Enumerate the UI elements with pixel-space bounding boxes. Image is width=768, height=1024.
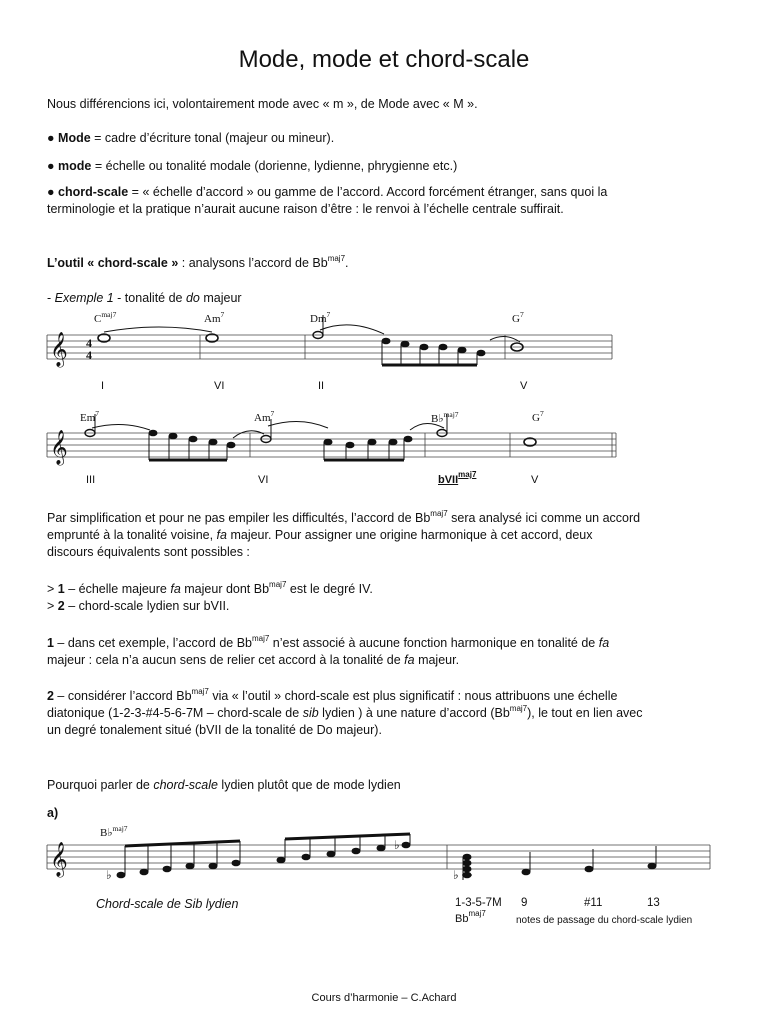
superscript: maj7 <box>468 909 486 918</box>
flat-accidental: ♭ <box>106 868 112 882</box>
chord-root: G <box>512 313 520 325</box>
superscript: maj7 <box>269 580 287 589</box>
time-signature-bottom: 4 <box>86 348 92 362</box>
text-italic: fa <box>216 528 227 542</box>
definition-text-continued: terminologie et la pratique n’aurait aucune raison d’être : le renvoi à l’échelle centrale suffirait. <box>47 202 564 216</box>
text: est le degré IV. <box>286 582 373 596</box>
superscript: maj7 <box>327 254 346 263</box>
interval-label: 9 <box>521 897 528 909</box>
chord-ext: maj7 <box>112 824 128 833</box>
roman-numeral: V <box>520 380 528 392</box>
text: Pourquoi parler de <box>47 778 154 792</box>
text: Bb <box>455 913 469 925</box>
text: sera analysé ici comme un accord <box>447 511 641 525</box>
text: – dans cet exemple, l’accord de Bb <box>53 636 252 650</box>
bvii-label: bVII <box>438 474 459 486</box>
example-suffix: majeur <box>199 291 242 305</box>
text: lydien plutôt que de mode lydien <box>217 778 401 792</box>
example-prefix: - <box>47 291 55 305</box>
point-number: 1 <box>47 636 54 650</box>
chord-ext: 7 <box>539 409 544 418</box>
scale-caption <box>96 897 238 911</box>
text: ), le tout en lien avec <box>527 706 643 720</box>
text-italic: chord-scale <box>153 778 218 792</box>
text: emprunté à la tonalité voisine, <box>47 528 217 542</box>
text: majeur : cela n’a aucun sens de relier cet accord à la tonalité de <box>47 653 405 667</box>
text: – considérer l’accord Bb <box>53 689 192 703</box>
paragraph-point-2 <box>47 688 642 739</box>
passing-notes-label: notes de passage du chord-scale lydien <box>516 915 693 926</box>
page-title: Mode, mode et chord-scale <box>238 46 530 73</box>
definition-text: = « échelle d’accord » ou gamme de l’accord. Accord forcément étranger, sans quoi la <box>128 185 608 199</box>
treble-clef-icon: 𝄞 <box>50 842 68 877</box>
text: n’est associé à aucune fonction harmonique en tonalité de <box>269 636 599 650</box>
chord-root: G <box>532 412 540 424</box>
music-staff-2 <box>0 420 768 480</box>
option-1 <box>47 581 373 598</box>
text: – chord-scale lydien sur bVII. <box>64 599 230 613</box>
roman-numeral-bvii <box>438 470 477 486</box>
definition-mode-modal: ● mode = échelle ou tonalité modale (dorienne, lydienne, phrygienne etc.) <box>47 159 458 173</box>
text: via « l’outil » chord-scale est plus significatif : nous attribuons une échelle <box>208 689 618 703</box>
tool-heading-text: : analysons l’accord de Bb <box>178 256 328 270</box>
flat-accidental: ♭ <box>394 838 400 852</box>
tool-heading-bold: L’outil « chord-scale » <box>47 256 179 270</box>
section-heading <box>47 777 401 794</box>
definition-mode-tonal: ● Mode = cadre d’écriture tonal (majeur ou mineur). <box>47 131 335 145</box>
text: majeur. Pour assigner une origine harmonique à cet accord, deux <box>226 528 593 542</box>
punct: . <box>345 256 349 270</box>
definition-text: = cadre d’écriture tonal (majeur ou mineur). <box>90 131 335 145</box>
interval-label: #11 <box>584 897 603 909</box>
text: Par simplification et pour ne pas empiler les difficultés, l’accord de Bb <box>47 511 431 525</box>
superscript: maj7 <box>191 687 209 696</box>
superscript: maj7 <box>458 470 477 479</box>
treble-clef-icon: 𝄞 <box>50 332 68 367</box>
chord-root: B♭ <box>100 827 113 839</box>
roman-numeral: VI <box>258 474 269 486</box>
chord-root: Am <box>254 412 271 424</box>
interval-label: 13 <box>647 897 660 909</box>
roman-numeral: II <box>318 380 325 392</box>
chord-ext: maj7 <box>101 310 117 319</box>
intro-text: Nous différencions ici, volontairement mode avec « m », de Mode avec « M ». <box>47 97 478 111</box>
paragraph-simplification <box>47 510 640 561</box>
option-number: 1 <box>57 582 65 596</box>
example-heading <box>47 290 242 307</box>
chord-ext: maj7 <box>443 410 459 419</box>
roman-numeral: V <box>531 474 539 486</box>
chord-root: C <box>94 313 102 325</box>
example-mid: - tonalité de <box>113 291 186 305</box>
text: majeur dont Bb <box>180 582 270 596</box>
term: Mode <box>58 131 91 145</box>
text-italic: fa <box>170 582 181 596</box>
chord-ext: 7 <box>270 409 275 418</box>
chord-root: B♭ <box>431 413 444 425</box>
term: chord-scale <box>58 185 129 199</box>
chord-ext: 7 <box>519 310 524 319</box>
roman-numeral: III <box>86 474 96 486</box>
treble-clef-icon: 𝄞 <box>50 430 68 465</box>
section-label: a) <box>47 806 59 820</box>
text: > <box>47 599 58 613</box>
chord-root: Em <box>80 412 96 424</box>
chord-root: Dm <box>310 313 327 325</box>
caption-italic: Chord-scale de Sib lydien <box>96 897 239 911</box>
paragraph-point-1 <box>47 635 609 669</box>
example-name: Exemple 1 <box>54 291 114 305</box>
text-italic: sib <box>302 706 319 720</box>
flat-accidental: ♭ <box>453 868 459 882</box>
chord-root: Am <box>204 313 221 325</box>
superscript: maj7 <box>251 634 270 643</box>
chord-ext: 7 <box>326 310 331 319</box>
text: > <box>47 582 58 596</box>
term: mode <box>58 159 92 173</box>
text: discours équivalents sont possibles : <box>47 545 250 559</box>
tool-heading <box>47 255 349 272</box>
text-italic: fa <box>598 636 610 650</box>
superscript: maj7 <box>509 704 528 713</box>
example-key: do <box>185 291 200 305</box>
music-staff-1 <box>0 320 768 380</box>
time-signature-top: 4 <box>86 336 92 350</box>
scale-notes <box>117 842 411 879</box>
music-staff-3 <box>0 832 768 892</box>
chord-name-label <box>455 909 486 925</box>
roman-numeral: VI <box>214 380 225 392</box>
chord-ext: 7 <box>220 310 225 319</box>
definition-chord-scale: ● chord-scale = « échelle d’accord » ou gamme de l’accord. Accord forcément étranger, sans quoi la terminologie et la pratique n’aurait aucune raison d’être : le renvoi à l’échelle centrale suffirait. <box>47 185 608 216</box>
roman-numeral: I <box>101 380 105 392</box>
text: – échelle majeure <box>64 582 171 596</box>
text-italic: fa <box>404 653 415 667</box>
text: lydien ) à une nature d’accord (Bb <box>318 706 510 720</box>
point-number: 2 <box>47 689 54 703</box>
page-footer: Cours d’harmonie – C.Achard <box>311 992 457 1004</box>
chord-ext: 7 <box>95 409 100 418</box>
text: majeur. <box>414 653 460 667</box>
interval-label: 1-3-5-7M <box>455 897 502 909</box>
option-2 <box>47 598 229 615</box>
superscript: maj7 <box>430 509 448 518</box>
text: diatonique (1-2-3-#4-5-6-7M – chord-scale de <box>47 706 303 720</box>
text: un degré tonalement situé (bVII de la tonalité de Do majeur). <box>47 723 382 737</box>
definition-text: = échelle ou tonalité modale (dorienne, lydienne, phrygienne etc.) <box>91 159 458 173</box>
option-number: 2 <box>57 599 65 613</box>
